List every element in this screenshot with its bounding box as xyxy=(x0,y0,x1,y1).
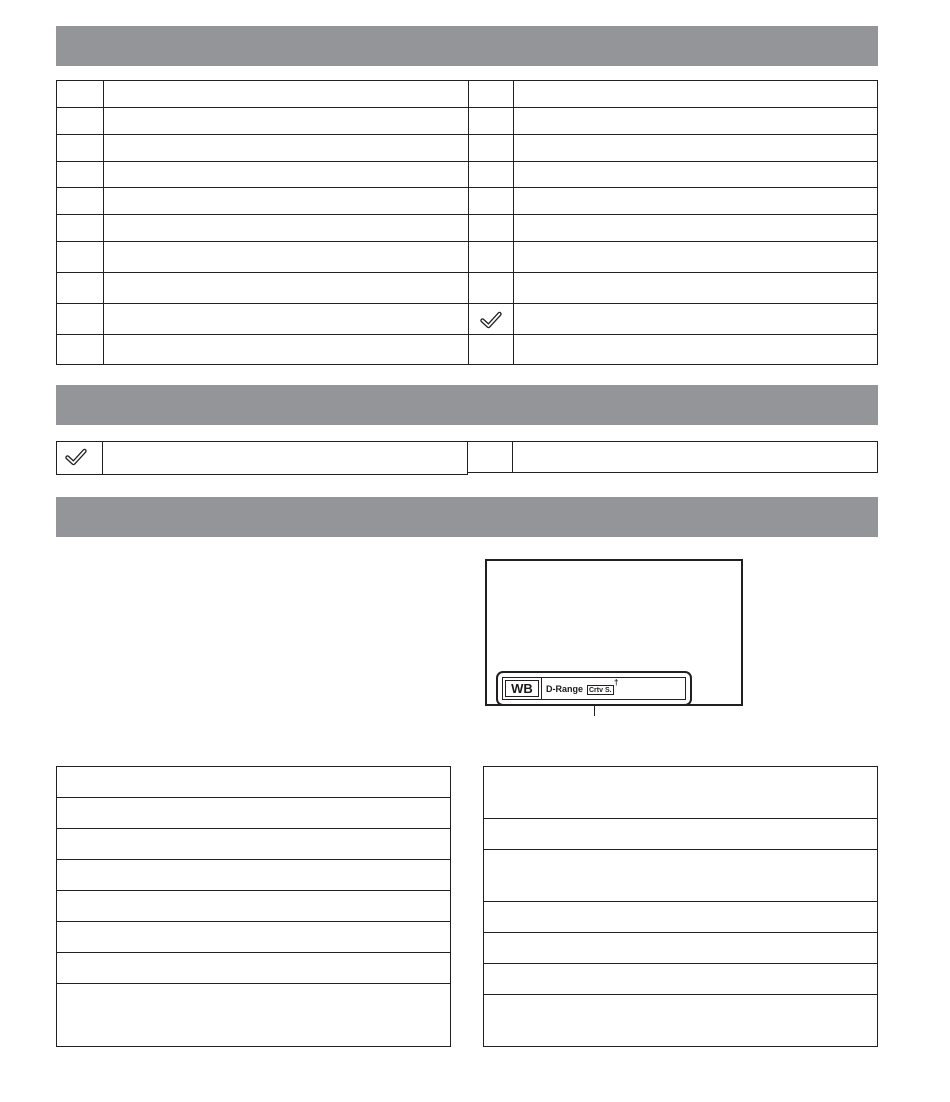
list-row-divider xyxy=(57,921,450,922)
settings-table-1 xyxy=(56,80,878,365)
list-row-divider xyxy=(484,932,877,933)
list-row-divider xyxy=(57,797,450,798)
callout-leader-line xyxy=(594,706,595,716)
table-row-divider xyxy=(57,107,877,108)
crtv-label: Crtv S. xyxy=(589,687,612,694)
table-row-divider xyxy=(57,134,877,135)
table-row-divider xyxy=(57,161,877,162)
table-row-divider xyxy=(57,334,877,335)
table-row-divider xyxy=(57,303,877,304)
list-row-divider xyxy=(57,890,450,891)
d-range-label: D-Range xyxy=(546,684,584,694)
list-row-divider xyxy=(484,901,877,902)
table-column-divider xyxy=(513,81,514,364)
strip-divider xyxy=(541,678,542,699)
table-row-divider xyxy=(57,214,877,215)
table-2-outline xyxy=(56,441,878,475)
table-row-divider xyxy=(57,187,877,188)
table-row-divider xyxy=(57,272,877,273)
list-table-right xyxy=(483,766,878,1047)
creative-style-indicator xyxy=(587,685,614,695)
table-row-divider xyxy=(57,241,877,242)
check-icon xyxy=(480,311,502,329)
list-row-divider xyxy=(484,849,877,850)
crtv-marker: † xyxy=(614,678,619,687)
list-row-divider xyxy=(57,828,450,829)
table-column-divider xyxy=(103,81,104,364)
section-bar-1 xyxy=(56,26,878,66)
check-icon xyxy=(65,448,87,466)
list-row-divider xyxy=(57,952,450,953)
list-row-divider xyxy=(57,983,450,984)
section-bar-3 xyxy=(56,497,878,537)
section-bar-2 xyxy=(56,385,878,425)
wb-label: WB xyxy=(511,681,533,696)
table-column-divider xyxy=(468,81,469,364)
settings-table-2 xyxy=(56,441,878,475)
list-row-divider xyxy=(484,963,877,964)
white-balance-indicator xyxy=(505,680,539,697)
list-row-divider xyxy=(484,994,877,995)
list-table-left xyxy=(56,766,451,1047)
list-row-divider xyxy=(57,859,450,860)
list-row-divider xyxy=(484,818,877,819)
display-indicator-strip xyxy=(502,677,686,700)
